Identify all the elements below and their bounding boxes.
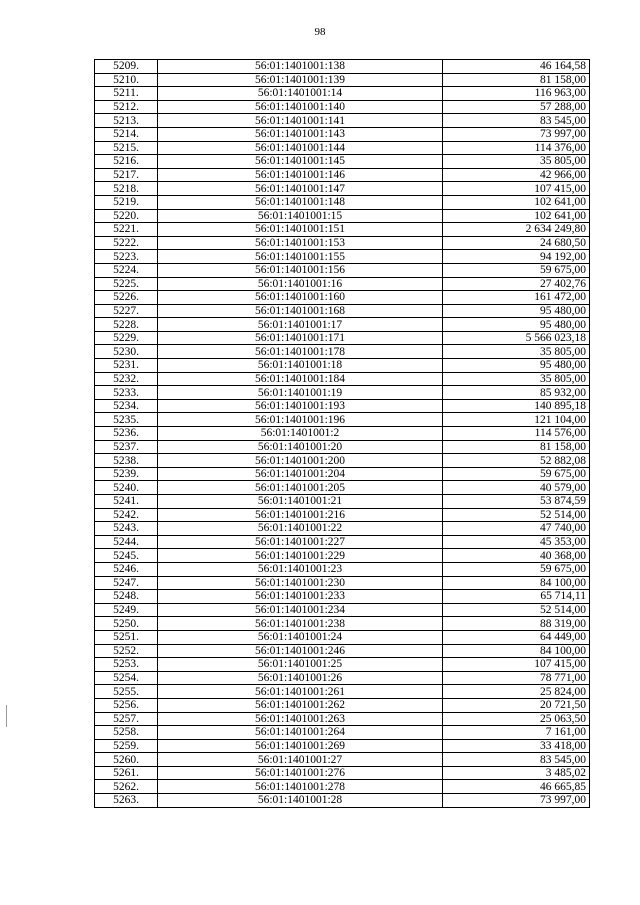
- value-cell: 107 415,00: [443, 182, 590, 196]
- value-cell: 83 545,00: [443, 114, 590, 128]
- value-cell: 140 895,18: [443, 399, 590, 413]
- value-cell: 102 641,00: [443, 209, 590, 223]
- row-number-cell: 5250.: [95, 617, 158, 631]
- value-cell: 35 805,00: [443, 372, 590, 386]
- row-number-cell: 5242.: [95, 508, 158, 522]
- row-number-cell: 5253.: [95, 658, 158, 672]
- table-row: [95, 794, 590, 808]
- table-row: [95, 481, 590, 495]
- value-cell: 40 368,00: [443, 549, 590, 563]
- cadastral-number-cell: 56:01:1401001:24: [158, 630, 443, 644]
- table-row: [95, 685, 590, 699]
- cadastral-number-cell: 56:01:1401001:25: [158, 658, 443, 672]
- value-cell: 25 063,50: [443, 712, 590, 726]
- row-number-cell: 5256.: [95, 698, 158, 712]
- table-row: [95, 739, 590, 753]
- value-cell: 121 104,00: [443, 413, 590, 427]
- value-cell: 84 100,00: [443, 644, 590, 658]
- cadastral-number-cell: 56:01:1401001:145: [158, 155, 443, 169]
- row-number-cell: 5230.: [95, 345, 158, 359]
- value-cell: 116 963,00: [443, 87, 590, 101]
- cadastral-number-cell: 56:01:1401001:264: [158, 726, 443, 740]
- row-number-cell: 5248.: [95, 590, 158, 604]
- row-number-cell: 5214.: [95, 127, 158, 141]
- row-number-cell: 5219.: [95, 195, 158, 209]
- value-cell: 40 579,00: [443, 481, 590, 495]
- cadastral-number-cell: 56:01:1401001:276: [158, 766, 443, 780]
- cadastral-number-cell: 56:01:1401001:153: [158, 236, 443, 250]
- table-row: [95, 291, 590, 305]
- value-cell: 53 874,59: [443, 495, 590, 509]
- row-number-cell: 5213.: [95, 114, 158, 128]
- value-cell: 114 576,00: [443, 427, 590, 441]
- cadastral-number-cell: 56:01:1401001:238: [158, 617, 443, 631]
- table-row: [95, 766, 590, 780]
- value-cell: 83 545,00: [443, 753, 590, 767]
- table-row: [95, 155, 590, 169]
- cadastral-number-cell: 56:01:1401001:233: [158, 590, 443, 604]
- table-row: [95, 236, 590, 250]
- value-cell: 47 740,00: [443, 522, 590, 536]
- margin-mark: [6, 705, 7, 727]
- cadastral-number-cell: 56:01:1401001:21: [158, 495, 443, 509]
- cadastral-number-cell: 56:01:1401001:160: [158, 291, 443, 305]
- row-number-cell: 5237.: [95, 440, 158, 454]
- page-number: 98: [314, 26, 326, 38]
- value-cell: 81 158,00: [443, 440, 590, 454]
- row-number-cell: 5221.: [95, 223, 158, 237]
- cadastral-number-cell: 56:01:1401001:216: [158, 508, 443, 522]
- table-row: [95, 223, 590, 237]
- value-cell: 64 449,00: [443, 630, 590, 644]
- cadastral-number-cell: 56:01:1401001:171: [158, 331, 443, 345]
- value-cell: 42 966,00: [443, 168, 590, 182]
- value-cell: 95 480,00: [443, 318, 590, 332]
- table-row: [95, 195, 590, 209]
- row-number-cell: 5252.: [95, 644, 158, 658]
- value-cell: 84 100,00: [443, 576, 590, 590]
- cadastral-number-cell: 56:01:1401001:20: [158, 440, 443, 454]
- row-number-cell: 5257.: [95, 712, 158, 726]
- table-row: [95, 372, 590, 386]
- value-cell: 107 415,00: [443, 658, 590, 672]
- cadastral-number-cell: 56:01:1401001:205: [158, 481, 443, 495]
- value-cell: 78 771,00: [443, 671, 590, 685]
- table-row: [95, 644, 590, 658]
- row-number-cell: 5226.: [95, 291, 158, 305]
- row-number-cell: 5234.: [95, 399, 158, 413]
- table-row: [95, 114, 590, 128]
- table-row: [95, 304, 590, 318]
- value-cell: 114 376,00: [443, 141, 590, 155]
- table-row: [95, 712, 590, 726]
- value-cell: 57 288,00: [443, 100, 590, 114]
- table-row: [95, 87, 590, 101]
- table-row: [95, 359, 590, 373]
- table-row: [95, 73, 590, 87]
- row-number-cell: 5222.: [95, 236, 158, 250]
- row-number-cell: 5217.: [95, 168, 158, 182]
- table-row: [95, 127, 590, 141]
- value-cell: 59 675,00: [443, 562, 590, 576]
- row-number-cell: 5216.: [95, 155, 158, 169]
- table-row: [95, 658, 590, 672]
- value-cell: 59 675,00: [443, 467, 590, 481]
- table-row: [95, 549, 590, 563]
- cadastral-number-cell: 56:01:1401001:141: [158, 114, 443, 128]
- cadastral-number-cell: 56:01:1401001:200: [158, 454, 443, 468]
- cadastral-number-cell: 56:01:1401001:19: [158, 386, 443, 400]
- value-cell: 85 932,00: [443, 386, 590, 400]
- row-number-cell: 5228.: [95, 318, 158, 332]
- row-number-cell: 5224.: [95, 263, 158, 277]
- table-row: [95, 345, 590, 359]
- table-row: [95, 617, 590, 631]
- value-cell: 45 353,00: [443, 535, 590, 549]
- row-number-cell: 5244.: [95, 535, 158, 549]
- value-cell: 73 997,00: [443, 127, 590, 141]
- value-cell: 20 721,50: [443, 698, 590, 712]
- cadastral-number-cell: 56:01:1401001:196: [158, 413, 443, 427]
- row-number-cell: 5243.: [95, 522, 158, 536]
- cadastral-number-cell: 56:01:1401001:168: [158, 304, 443, 318]
- row-number-cell: 5225.: [95, 277, 158, 291]
- row-number-cell: 5211.: [95, 87, 158, 101]
- table-row: [95, 508, 590, 522]
- table-row: [95, 726, 590, 740]
- table-row: [95, 495, 590, 509]
- value-cell: 65 714,11: [443, 590, 590, 604]
- table-row: [95, 318, 590, 332]
- row-number-cell: 5239.: [95, 467, 158, 481]
- value-cell: 95 480,00: [443, 359, 590, 373]
- table-row: [95, 141, 590, 155]
- table-row: [95, 440, 590, 454]
- cadastral-number-cell: 56:01:1401001:148: [158, 195, 443, 209]
- cadastral-number-cell: 56:01:1401001:17: [158, 318, 443, 332]
- cadastral-number-cell: 56:01:1401001:263: [158, 712, 443, 726]
- table-row: [95, 168, 590, 182]
- cadastral-number-cell: 56:01:1401001:193: [158, 399, 443, 413]
- table-row: [95, 590, 590, 604]
- row-number-cell: 5220.: [95, 209, 158, 223]
- table-row: [95, 277, 590, 291]
- row-number-cell: 5258.: [95, 726, 158, 740]
- cadastral-number-cell: 56:01:1401001:143: [158, 127, 443, 141]
- value-cell: 102 641,00: [443, 195, 590, 209]
- cadastral-number-cell: 56:01:1401001:151: [158, 223, 443, 237]
- cadastral-number-cell: 56:01:1401001:229: [158, 549, 443, 563]
- table-row: [95, 698, 590, 712]
- row-number-cell: 5259.: [95, 739, 158, 753]
- value-cell: 33 418,00: [443, 739, 590, 753]
- value-cell: 52 882,08: [443, 454, 590, 468]
- table-row: [95, 263, 590, 277]
- row-number-cell: 5210.: [95, 73, 158, 87]
- row-number-cell: 5218.: [95, 182, 158, 196]
- row-number-cell: 5229.: [95, 331, 158, 345]
- value-cell: 59 675,00: [443, 263, 590, 277]
- cadastral-number-cell: 56:01:1401001:16: [158, 277, 443, 291]
- row-number-cell: 5251.: [95, 630, 158, 644]
- value-cell: 3 485,02: [443, 766, 590, 780]
- table-row: [95, 182, 590, 196]
- row-number-cell: 5260.: [95, 753, 158, 767]
- table-row: [95, 250, 590, 264]
- row-number-cell: 5212.: [95, 100, 158, 114]
- cadastral-number-cell: 56:01:1401001:28: [158, 794, 443, 808]
- cadastral-number-cell: 56:01:1401001:138: [158, 60, 443, 74]
- cadastral-number-cell: 56:01:1401001:278: [158, 780, 443, 794]
- value-cell: 46 665,85: [443, 780, 590, 794]
- table-row: [95, 467, 590, 481]
- table-row: [95, 331, 590, 345]
- value-cell: 24 680,50: [443, 236, 590, 250]
- cadastral-number-cell: 56:01:1401001:23: [158, 562, 443, 576]
- row-number-cell: 5223.: [95, 250, 158, 264]
- value-cell: 95 480,00: [443, 304, 590, 318]
- cadastral-number-cell: 56:01:1401001:269: [158, 739, 443, 753]
- row-number-cell: 5215.: [95, 141, 158, 155]
- table-row: [95, 780, 590, 794]
- cadastral-number-cell: 56:01:1401001:262: [158, 698, 443, 712]
- value-cell: 46 164,58: [443, 60, 590, 74]
- row-number-cell: 5227.: [95, 304, 158, 318]
- row-number-cell: 5231.: [95, 359, 158, 373]
- row-number-cell: 5254.: [95, 671, 158, 685]
- row-number-cell: 5235.: [95, 413, 158, 427]
- table-row: [95, 427, 590, 441]
- value-cell: 52 514,00: [443, 603, 590, 617]
- row-number-cell: 5263.: [95, 794, 158, 808]
- table-row: [95, 100, 590, 114]
- cadastral-number-cell: 56:01:1401001:2: [158, 427, 443, 441]
- cadastral-number-cell: 56:01:1401001:155: [158, 250, 443, 264]
- cadastral-number-cell: 56:01:1401001:27: [158, 753, 443, 767]
- table-row: [95, 603, 590, 617]
- row-number-cell: 5232.: [95, 372, 158, 386]
- cadastral-number-cell: 56:01:1401001:147: [158, 182, 443, 196]
- cadastral-number-cell: 56:01:1401001:156: [158, 263, 443, 277]
- value-cell: 27 402,76: [443, 277, 590, 291]
- value-cell: 161 472,00: [443, 291, 590, 305]
- row-number-cell: 5233.: [95, 386, 158, 400]
- table-row: [95, 535, 590, 549]
- row-number-cell: 5255.: [95, 685, 158, 699]
- cadastral-number-cell: 56:01:1401001:14: [158, 87, 443, 101]
- table-row: [95, 209, 590, 223]
- table-row: [95, 60, 590, 74]
- cadastral-number-cell: 56:01:1401001:22: [158, 522, 443, 536]
- row-number-cell: 5238.: [95, 454, 158, 468]
- cadastral-number-cell: 56:01:1401001:178: [158, 345, 443, 359]
- cadastral-number-cell: 56:01:1401001:18: [158, 359, 443, 373]
- value-cell: 35 805,00: [443, 345, 590, 359]
- value-cell: 7 161,00: [443, 726, 590, 740]
- value-cell: 88 319,00: [443, 617, 590, 631]
- value-cell: 35 805,00: [443, 155, 590, 169]
- row-number-cell: 5249.: [95, 603, 158, 617]
- row-number-cell: 5245.: [95, 549, 158, 563]
- value-cell: 5 566 023,18: [443, 331, 590, 345]
- cadastral-number-cell: 56:01:1401001:15: [158, 209, 443, 223]
- table-row: [95, 753, 590, 767]
- row-number-cell: 5240.: [95, 481, 158, 495]
- cadastral-number-cell: 56:01:1401001:246: [158, 644, 443, 658]
- cadastral-number-cell: 56:01:1401001:139: [158, 73, 443, 87]
- cadastral-number-cell: 56:01:1401001:146: [158, 168, 443, 182]
- row-number-cell: 5262.: [95, 780, 158, 794]
- table-row: [95, 522, 590, 536]
- value-cell: 73 997,00: [443, 794, 590, 808]
- cadastral-number-cell: 56:01:1401001:227: [158, 535, 443, 549]
- cadastral-number-cell: 56:01:1401001:234: [158, 603, 443, 617]
- cadastral-number-cell: 56:01:1401001:144: [158, 141, 443, 155]
- value-cell: 2 634 249,80: [443, 223, 590, 237]
- table-row: [95, 630, 590, 644]
- row-number-cell: 5241.: [95, 495, 158, 509]
- row-number-cell: 5261.: [95, 766, 158, 780]
- row-number-cell: 5209.: [95, 60, 158, 74]
- cadastral-number-cell: 56:01:1401001:230: [158, 576, 443, 590]
- cadastral-value-table: [94, 59, 590, 808]
- row-number-cell: 5247.: [95, 576, 158, 590]
- cadastral-number-cell: 56:01:1401001:261: [158, 685, 443, 699]
- table-row: [95, 413, 590, 427]
- table-row: [95, 454, 590, 468]
- row-number-cell: 5246.: [95, 562, 158, 576]
- table-row: [95, 562, 590, 576]
- value-cell: 94 192,00: [443, 250, 590, 264]
- value-cell: 25 824,00: [443, 685, 590, 699]
- cadastral-number-cell: 56:01:1401001:140: [158, 100, 443, 114]
- table-row: [95, 576, 590, 590]
- row-number-cell: 5236.: [95, 427, 158, 441]
- cadastral-number-cell: 56:01:1401001:204: [158, 467, 443, 481]
- value-cell: 52 514,00: [443, 508, 590, 522]
- table-row: [95, 399, 590, 413]
- cadastral-number-cell: 56:01:1401001:26: [158, 671, 443, 685]
- cadastral-number-cell: 56:01:1401001:184: [158, 372, 443, 386]
- value-cell: 81 158,00: [443, 73, 590, 87]
- table-body: [95, 60, 590, 808]
- table-row: [95, 671, 590, 685]
- table-row: [95, 386, 590, 400]
